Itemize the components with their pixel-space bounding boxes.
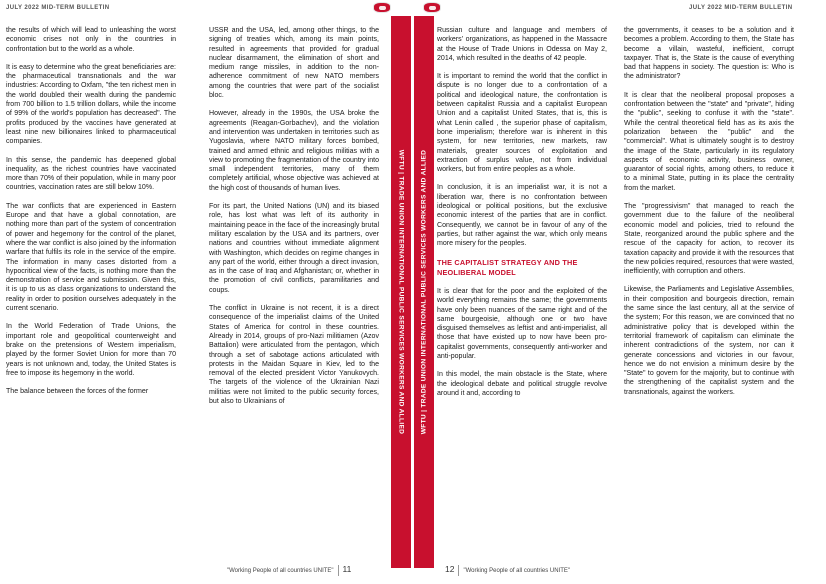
spine-banner [391,16,411,568]
footer-divider [458,565,459,576]
paragraph: In conclusion, it is an imperialist war, it is not a liberation war, there is no confrontation between ideological or political positions, but the exclusive economic interest of the parties that are in conflict. Consequently, we cannot be in favour of any of the parties, but rather against the war, which only means more misery for the peoples. [437,184,607,248]
text-column-3 [437,26,607,556]
page-number: 11 [342,564,352,575]
text-column-2 [209,26,379,556]
paragraph: The "progressivism" that managed to reach the government due to the failure of the neoliberal economic model and policies, tried to refound the State, reorganized around the public sphere and the rescue of the capacity for action, to recover its taxation capacity and provide it with the resources that the new policies required, resources that were wasted, inefficiently, with corruption and others. [624,203,794,276]
paragraph: It is easy to determine who the great beneficiaries are: the pharmaceutical transnationals and the war industries: According to Oxfam, "the ten richest men in the world doubled their wealth during the pandemic from 700 billion to 1.5 trillion dollars, while the income of 99% of the world's population has decreased". The profits produced by the vaccines have generated at least nine new billionaires linked to pharmaceutical companies. [6,63,176,146]
page-footer [445,564,570,576]
paragraph: The conflict in Ukraine is not recent, it is a direct consequence of the imperialist claims of the United States of America for control in these countries. Already in 2014, groups of pro-Nazi militiamen (Azov Battalion) were articulated from the pentagon, which through a set of sabotage actions articulated with protests in the Maidan Square in Kiev, led to the removal of the elected president Victor Yanukovych. The targets of the violence of the Ukrainian Nazi militias were not limited to the public security forces, but also to Ukrainians of [209,305,379,405]
paragraph: It is important to remind the world that the conflict in dispute is no longer due to a confrontation of a political and ideological nature, the confrontation is between capitalist Russia and a capitalist European Union and a capitalist United States, that is, this is what Lenin called , the superior phase of capitalism, bone imperialism; therefore war is inherent in this system, for new territories, new markets, raw materials, greater sources of exploitation and extraction of surplus value, not from individual workers, but from entire peoples as a whole. [437,73,607,174]
spine-banner-text: WFTU | TRADE UNION INTERNATIONAL PUBLIC SERVICES WORKERS AND ALLIED [420,149,428,435]
paragraph: In this sense, the pandemic has deepened global inequality, as the richest countries have vaccinated more than 70% of their population, while in many poor countries, vaccination rates are still below 10%. [6,156,176,192]
paragraph: Russian culture and language and members of workers' organizations, as happened in the Massacre at the House of Trade Unions in Odessa on May 2, 2014, which resulted in the deaths of 42 people. [437,27,607,62]
footer-slogan: "Working People of all countries UNITE" [227,568,334,575]
paragraph: In this model, the main obstacle is the State, where the ideological debate and political struggle revolve around it and, according to [437,371,607,397]
spine-banner-text: WFTU | TRADE UNION INTERNATIONAL PUBLIC SERVICES WORKERS AND ALLIED [397,149,405,435]
page-12 [413,0,826,584]
paragraph: It is clear that the neoliberal proposal proposes a confrontation between the "state" and "private", hiding the "public", seeking to confuse it with the "state". While the central theoretical field has as its axis the polarization between the "public" and the "commercial". What is ultimately sought is to destroy the image of the State, particularly in its regulatory aspects of economic activity, business owner, guarantor of social rights, among others, to reduce it to a minimal State, putting in its place the centrality from the market. [624,91,794,192]
footer-divider [338,565,339,576]
bulletin-header: JULY 2022 MID-TERM BULLETIN [6,5,110,11]
paragraph: It is clear that for the poor and the exploited of the world everything remains the same; the governments have only been nuances of the same right and of the same bourgeoisie, although one or two have disguised themselves as leftist and anti-imperialist, all those that have existed up to now have been pro-capitalist governments, consequently anti-worker and anti-popular. [437,287,607,361]
paragraph: Likewise, the Parliaments and Legislative Assemblies, in their composition and bourgeois direction, remain the same since the last century, all at the service of the system; For this reason, we are convinced that no administrative policy that is developed within the territorial framework of capitalism can eliminate the inherent contradictions of the system, nor can it generate concessions and victories in our favour, hence we do not envision a minimum desire by the "State" to govern for the majority, but to continue with the strengthening of the capitalist system and the transnationals, against the workers. [624,286,794,396]
paragraph: For its part, the United Nations (UN) and its biased role, has lost what was left of its authority in maintaining peace in the face of the increasingly brutal military escalation by the USA and its partners, over nations and countries without immediate alignment with Washington, which decides on regime changes in any part of the world, either through a direct invasion, as in the case of Iraq and Afghanistan; or, whether in the promotion of civil conflicts, paramilitaries and coups. [209,203,379,294]
page-number: 12 [445,564,455,575]
paragraph: USSR and the USA, led, among other things, to the signing of treaties which, among its main points, resulted in agreements that provided for gradual nuclear disarmament, the elimination of short and medium range missiles, in addition to the non-adherence commitment of new NATO members among the countries that were part of the socialist bloc. [209,27,379,100]
page-footer [227,564,351,576]
wftu-logo-icon [373,2,391,13]
paragraph: The war conflicts that are experienced in Eastern Europe and that have a global connotation, are nothing more than part of the system of concentration of power and hegemony for the control of the planet, where the war conflict is also joined by the information warfare that fulfils its role in the service of the empire. The information in many cases distorted from a hypocritical view of the facts, is nothing more than the demonstration of service and submission. Given this, it is up to us as class organizations to understand the reality in order to position ourselves adequately in the current scenario. [6,202,176,313]
spine-banner [414,16,434,568]
paragraph: the governments, it ceases to be a solution and it becomes a problem. According to them, the State has become a villain, wasteful, inefficient, corrupt taxpayer. That is, the State is the cause of everything bad that happens in society. The question is: Who is the administrator? [624,27,794,81]
paragraph: the results of which will lead to unleashing the worst economic crises not only in the countries in confrontation but to the world as a whole. [6,27,176,53]
text-column-4 [624,26,794,556]
section-heading: THE CAPITALIST STRATEGY AND THE NEOLIBERAL MODEL [437,257,578,277]
bulletin-header: JULY 2022 MID-TERM BULLETIN [689,5,793,11]
footer-slogan: "Working People of all countries UNITE" [463,568,570,575]
wftu-logo-icon [423,2,441,13]
text-column-1 [6,26,176,556]
paragraph: In the World Federation of Trade Unions, the important role and geopolitical counterweight and brake on the pretensions of Western imperialism, played by the former Soviet Union for more than 70 years is not unknown and, today, the United States is free to impose its hegemony in the world. [6,323,176,377]
paragraph: However, already in the 1990s, the USA broke the agreements (Reagan-Gorbachev), and the violation and intervention was undertaken in territories such as Yugoslavia, where NATO military forces bombed, trained and armed ethnic and religious militias with a view to promoting the fragmentation of the country into small independent territories, many of them completely artificial, whose objective was achieved at the high cost of thousands of human lives. [209,110,379,192]
paragraph: The balance between the forces of the former [6,388,149,396]
